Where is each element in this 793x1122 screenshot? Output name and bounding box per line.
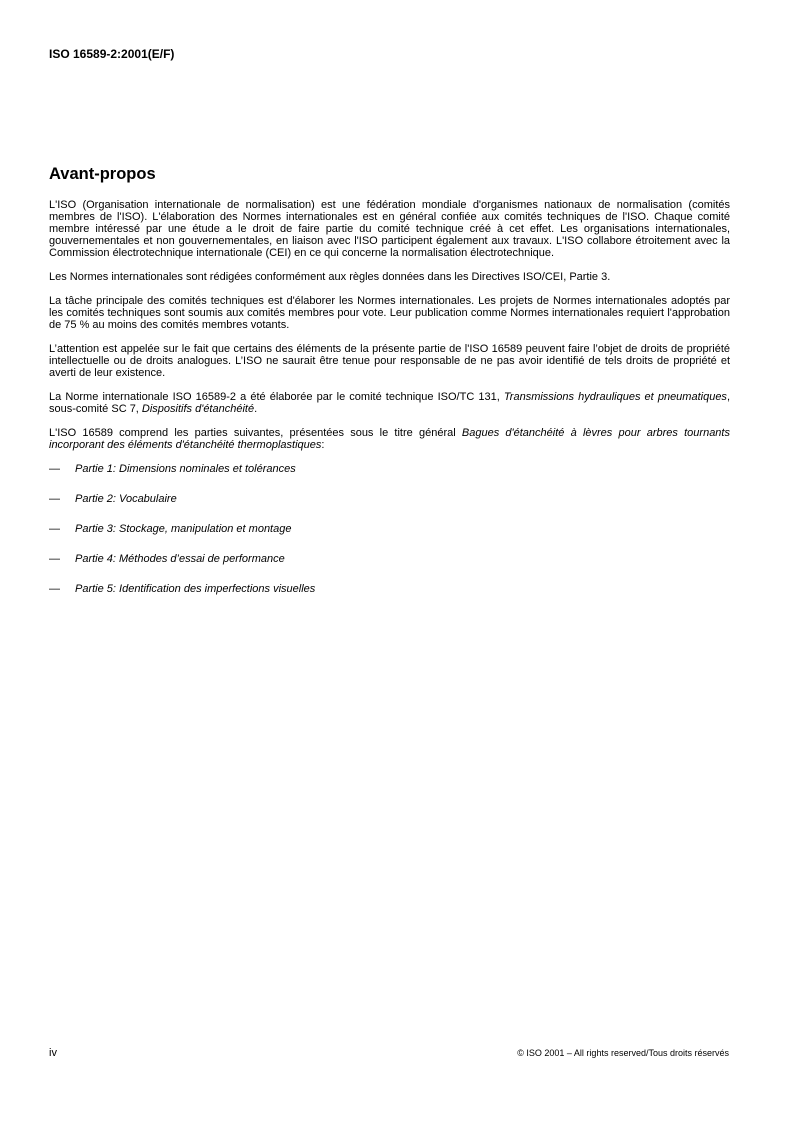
paragraph [49,427,730,451]
dash: — [49,553,60,565]
paragraph: L'ISO (Organisation internationale de normalisation) est une fédération mondiale d'organismes nationaux de normalisation (comités membres de l'ISO). L'élaboration des Normes internationales est en général confiée aux comités techniques de l'ISO. Chaque comité membre intéressé par une étude a le droit de faire partie du comité technique créé à cet effet. Les organisations internationales, gouvernementales et non gouvernementales, en liaison avec l'ISO participent également aux travaux. L'ISO collabore étroitement avec la Commission électrotechnique internationale (CEI) en ce qui concerne la normalisation électrotechnique. [49,199,730,259]
text: , sous-comité SC 7, [49,391,730,415]
part-title: Partie 5: Identification des imperfections visuelles [75,583,316,595]
part-title: Partie 2: Vocabulaire [75,493,177,505]
section-title: Avant-propos [49,165,156,183]
document-header: ISO 16589-2:2001(E/F) [49,47,175,61]
list-item [49,493,730,523]
paragraph: L’attention est appelée sur le fait que certains des éléments de la présente partie de l'ISO 16589 peuvent faire l’objet de droits de propriété intellectuelle ou de droits analogues. L’ISO ne saurait être tenue pour responsable de ne pas avoir identifié de tels droits de propriété et averti de leur existence. [49,343,730,379]
committee-title: Transmissions hydrauliques et pneumatiques [503,391,727,403]
dash: — [49,583,60,595]
subcommittee-title: Dispositifs d'étanchéité [141,403,255,415]
list-item [49,463,730,493]
text: L'ISO 16589 comprend les parties suivantes, présentées sous le titre général [49,427,462,439]
paragraph: Les Normes internationales sont rédigées conformément aux règles données dans les Directives ISO/CEI, Partie 3. [49,271,611,283]
paragraph: La tâche principale des comités techniques est d'élaborer les Normes internationales. Les projets de Normes internationales adoptés par les comités techniques sont soumis aux comités membres pour vote. Leur publication comme Normes internationales requiert l'approbation de 75 % au moins des comités membres votants. [49,295,730,331]
parts-list [49,463,730,613]
text: La Norme internationale ISO 16589-2 a été élaborée par le comité technique ISO/TC 131, [49,391,504,403]
text: . [254,403,258,415]
page-number: iv [49,1047,57,1059]
list-item [49,553,730,583]
dash: — [49,493,60,505]
paragraph [49,391,730,415]
part-title: Partie 3: Stockage, manipulation et montage [75,523,292,535]
list-item [49,583,730,613]
part-title: Partie 1: Dimensions nominales et tolérances [75,463,296,475]
dash: — [49,523,60,535]
foreword-body [49,199,730,613]
copyright: © ISO 2001 – All rights reserved/Tous droits réservés [517,1048,729,1058]
list-item [49,523,730,553]
text: : [321,439,325,451]
part-title: Partie 4: Méthodes d’essai de performance [75,553,285,565]
general-title: Bagues d'étanchéité à lèvres pour arbres tournants incorporant des éléments d'étanchéité thermoplastiques [49,427,730,451]
dash: — [49,463,60,475]
